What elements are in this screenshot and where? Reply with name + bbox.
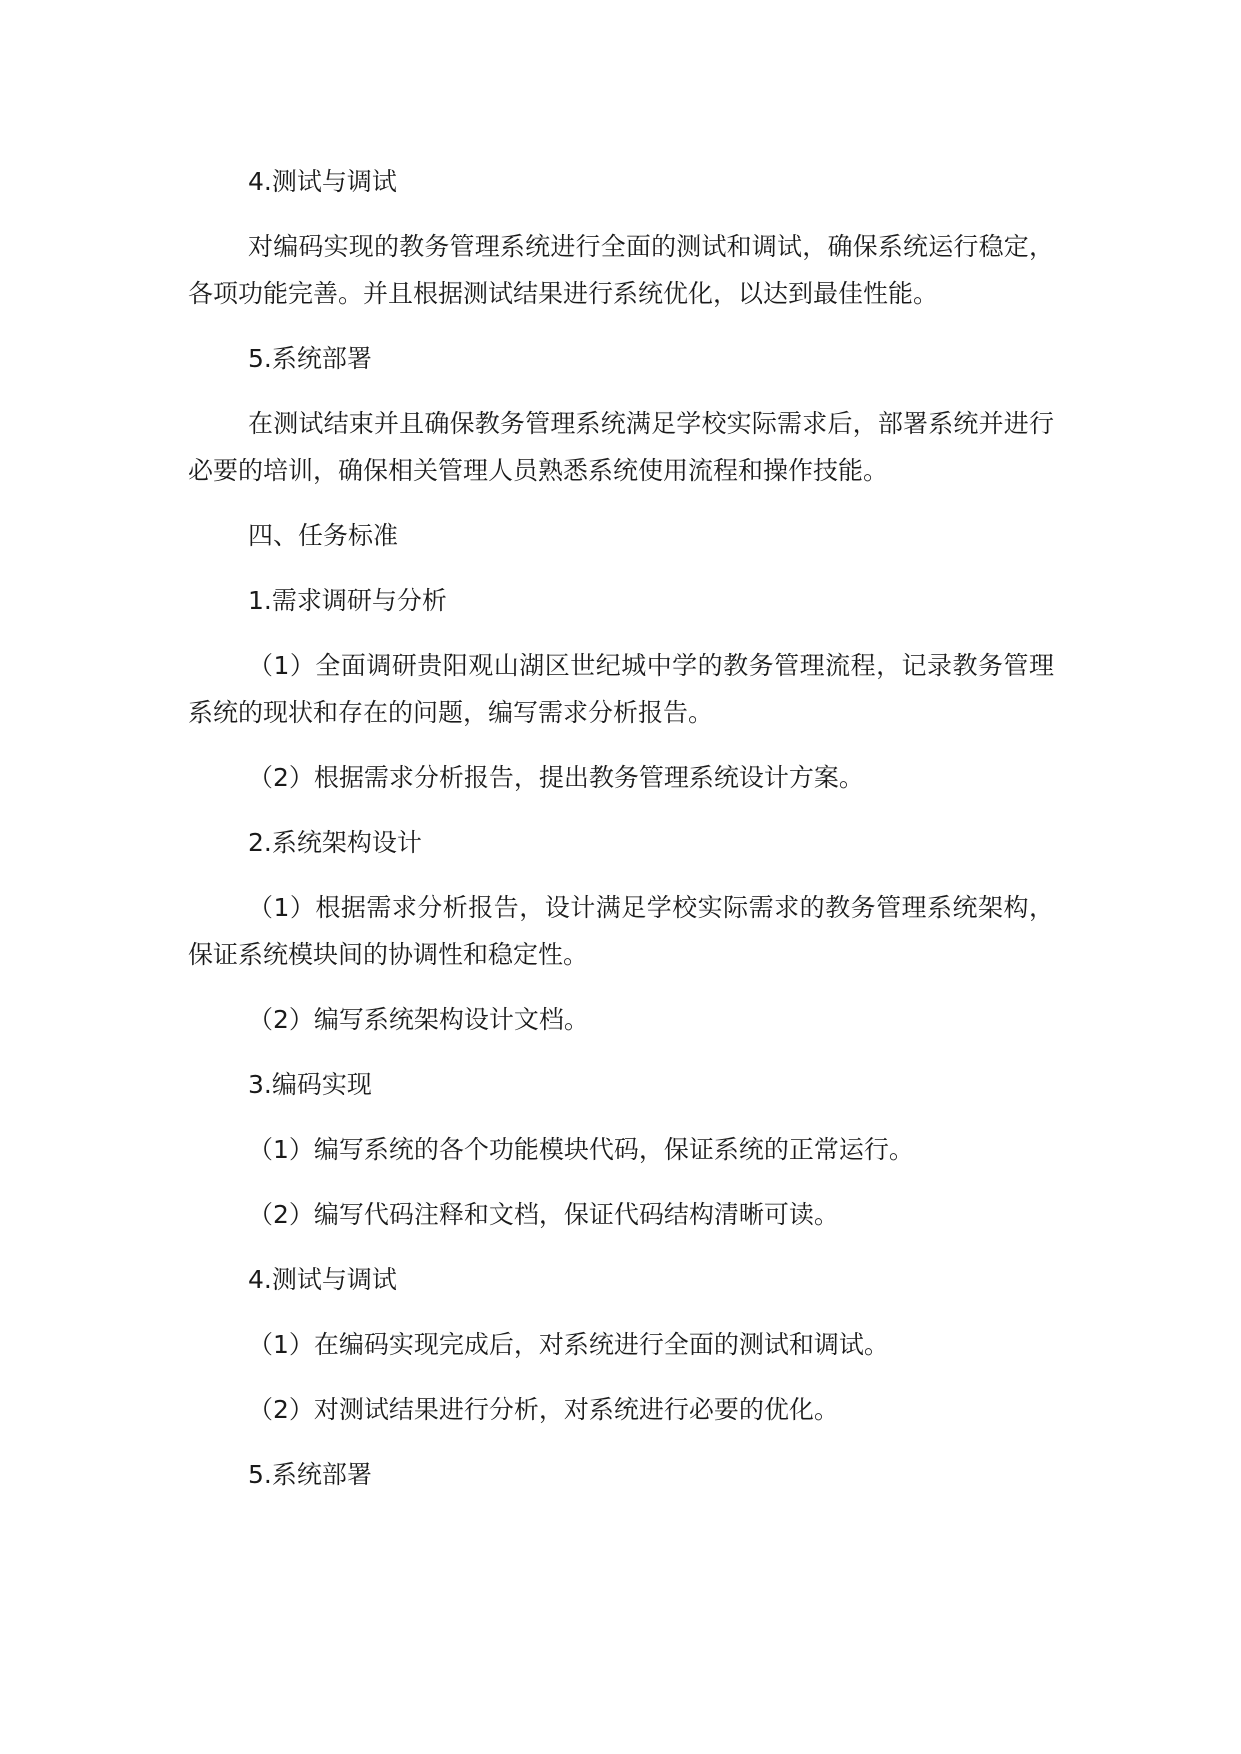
list-item-coding-1: （1）编写系统的各个功能模块代码，保证系统的正常运行。 xyxy=(248,1135,914,1164)
subsection-heading-coding: 3.编码实现 xyxy=(248,1070,372,1099)
paragraph-deployment-desc: 在测试结束并且确保教务管理系统满足学校实际需求后，部署系统并进行必要的培训，确保相关管理人员熟悉系统使用流程和操作技能。 xyxy=(188,409,1054,485)
list-item-testing-1: （1）在编码实现完成后，对系统进行全面的测试和调试。 xyxy=(248,1330,889,1359)
paragraph-testing-desc: 对编码实现的教务管理系统进行全面的测试和调试，确保系统运行稳定，各项功能完善。并且根据测试结果进行系统优化，以达到最佳性能。 xyxy=(188,232,1054,308)
list-item-architecture-2: （2）编写系统架构设计文档。 xyxy=(248,1005,589,1034)
subsection-heading-architecture: 2.系统架构设计 xyxy=(248,828,422,857)
section-heading-deployment: 5.系统部署 xyxy=(248,344,372,373)
list-item-testing-2: （2）对测试结果进行分析，对系统进行必要的优化。 xyxy=(248,1395,839,1424)
subsection-heading-deployment: 5.系统部署 xyxy=(248,1460,372,1489)
document-body xyxy=(188,158,1054,1516)
subsection-heading-requirements: 1.需求调研与分析 xyxy=(248,586,447,615)
list-item-coding-2: （2）编写代码注释和文档，保证代码结构清晰可读。 xyxy=(248,1200,839,1229)
section-heading-task-standards: 四、任务标准 xyxy=(248,521,399,550)
subsection-heading-testing: 4.测试与调试 xyxy=(248,1265,397,1294)
list-item-requirements-2: （2）根据需求分析报告，提出教务管理系统设计方案。 xyxy=(248,763,864,792)
list-item-requirements-1: （1）全面调研贵阳观山湖区世纪城中学的教务管理流程，记录教务管理系统的现状和存在的问题，编写需求分析报告。 xyxy=(188,651,1054,727)
list-item-architecture-1: （1）根据需求分析报告，设计满足学校实际需求的教务管理系统架构，保证系统模块间的协调性和稳定性。 xyxy=(188,893,1054,969)
section-heading-testing: 4.测试与调试 xyxy=(248,167,397,196)
